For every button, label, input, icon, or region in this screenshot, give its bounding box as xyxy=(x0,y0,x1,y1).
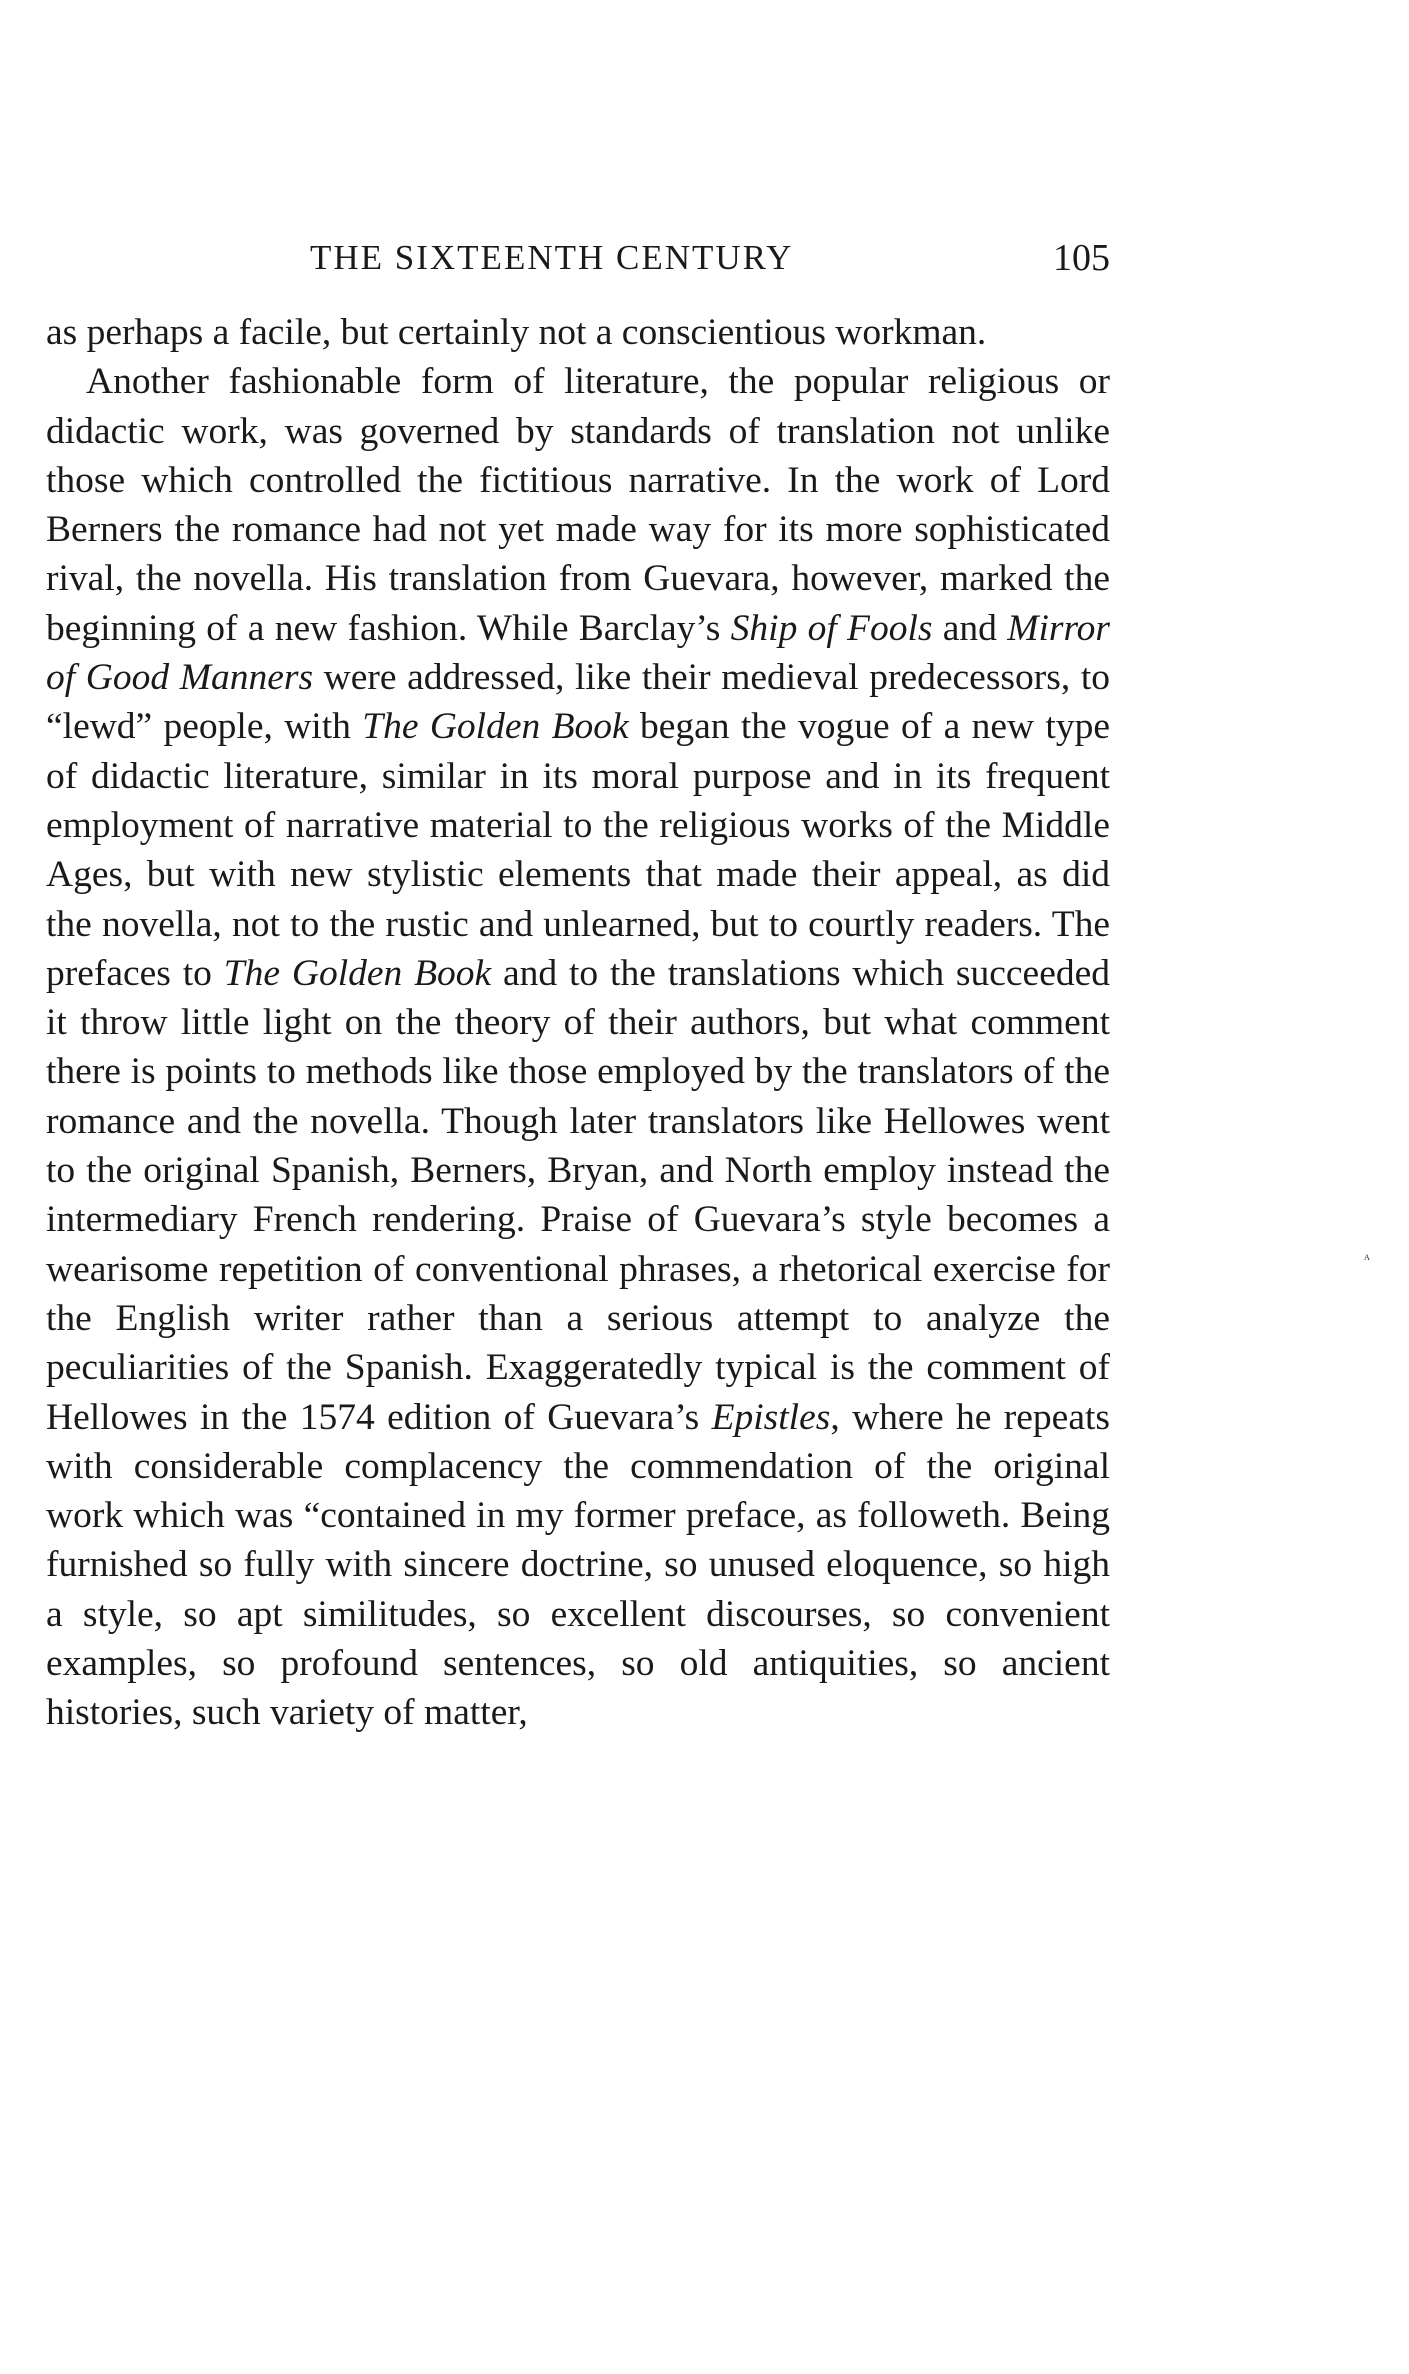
text-run: , where he repeats with considerable complacency the commendation of the original work which was “contained in my former preface, as followeth. Being furnished so fully with sincere doctrine, so unused eloquence, so high a style, so apt similitudes, so excellent discourses, so convenient examples, so profound sentences, so old antiquities, so ancient histories, such variety of matter, xyxy=(46,1396,1110,1734)
page-number: 105 xyxy=(1053,237,1110,279)
italic-title-mirror-of-good-manners: Mirror of Good Manners xyxy=(46,607,1110,699)
page-header xyxy=(46,232,1110,284)
italic-title-epistles: Epistles xyxy=(711,1396,831,1438)
text-run: Another fashionable form of literature, the popular religious or didactic work, was governed by standards of translation not unlike those which controlled the fictitious narrative. In the work of Lord Berners the romance had not yet made way for its more sophisticated rival, the novella. His translation from Guevara, however, marked the beginning of a new fashion. While Barclay’s xyxy=(46,361,1110,649)
paragraph-main xyxy=(46,357,1110,1737)
italic-title-ship-of-fools: Ship of Fools xyxy=(730,607,933,649)
paragraph-continuation: as perhaps a facile, but certainly not a conscientious workman. xyxy=(46,312,987,353)
running-title: THE SIXTEENTH CENTURY xyxy=(310,238,794,277)
italic-title-the-golden-book: The Golden Book xyxy=(223,952,492,994)
text-run: were addressed, like their medieval predecessors, to “lewd” people, with xyxy=(46,657,1110,748)
body-text xyxy=(46,308,1110,1738)
text-run: and to the translations which succeeded it throw little light on the theory of their authors, but what comment there is points to methods like those employed by the translators of the romance and the novella. Though later translators like Hellowes went to the original Spanish, Berners, Bryan, and North employ instead the intermediary French rendering. Praise of Guevara’s style becomes a wearisome repetition of conventional phrases, a rhetorical exercise for the English writer rather than a serious attempt to analyze the peculiarities of the Spanish. Exaggeratedly typical is the comment of Hellowes in the 1574 edition of Guevara’s xyxy=(46,952,1110,1438)
italic-title-the-golden-book: The Golden Book xyxy=(362,706,629,748)
margin-mark: ᴬ xyxy=(1364,1253,1370,1268)
text-run: began the vogue of a new type of didactic literature, similar in its moral purpose and in its frequent employment of narrative material to the religious works of the Middle Ages, but with new stylistic elements that made their appeal, as did the novella, not to the rustic and unlearned, but to courtly readers. The prefaces to xyxy=(46,706,1110,994)
text-run: and xyxy=(932,607,1008,649)
